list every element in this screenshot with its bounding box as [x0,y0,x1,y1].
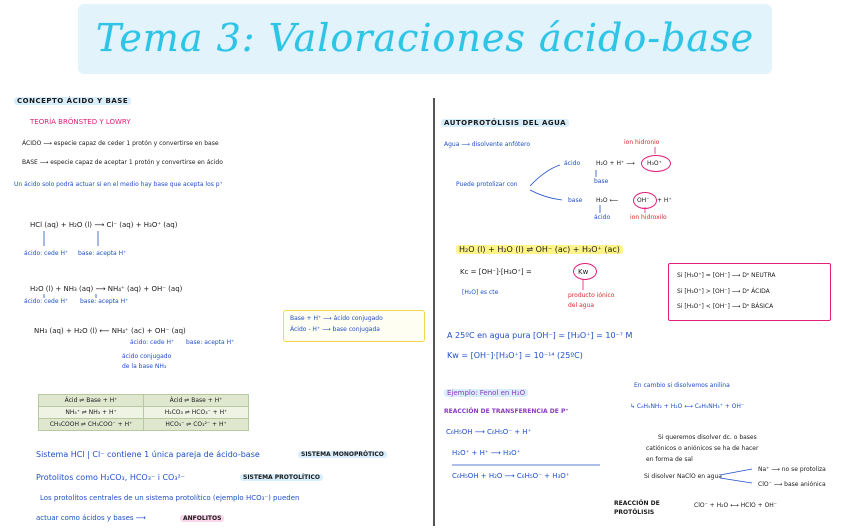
table-cell: Àcid ⇌ Base + H⁺ [144,395,249,407]
amphoteric-text: actuar como ácidos y bases ⟶ [36,514,146,522]
hydronium-product: H₃O⁺ [647,160,662,167]
theory-heading: TEORÍA BRÖNSTED Y LOWRY [30,118,131,126]
example-phenol: Ejemplo: Fenol en H₂O [444,389,528,397]
system-monoprotic-tag: SISTEMA MONOPRÓTICO [298,451,387,458]
condition-neutral: Si [H₃O⁺] = [OH⁻] ⟶ Dⁿ NEUTRA [677,272,776,279]
system-monoprotic-text: Sistema HCl | Cl⁻ contiene 1 única pareja de ácido-base [36,450,260,459]
title-banner [78,4,772,74]
water-can-protolize: Puede protolizar con [456,181,518,188]
branch-arrow-base [530,190,562,200]
protolysis-heading-2: PROTÓLISIS [614,509,655,516]
ion-hidronio-label: ion hidronio [624,139,660,146]
eq2-annotation-base: base: acepta H⁺ [80,298,129,305]
label-acido: ácido [564,160,581,167]
protolytes-central-text: Los protolitos centrales de un sistema protolítico (ejemplo HCO₃⁻) pueden [40,494,300,502]
water-constant: [H₂O] es cte [462,289,499,296]
kw-label: Kw [578,268,589,276]
section-heading-concepto: CONCEPTO ÁCIDO Y BASE [14,97,131,105]
salt-note-1: Si queremos disolver dc. o bases [658,434,757,441]
column-divider [433,98,435,526]
phenol-step1: C₆H₅OH ⟶ C₆H₅O⁻ + H⁺ [446,428,532,436]
eq2-annotation-acid: ácido: cede H⁺ [24,298,69,305]
clo-anionic-base: ClO⁻ ⟶ base aniónica [758,481,826,488]
naclo-dissolve: Si disolver NaClO en agua [644,473,722,480]
branch-arrow-acid [530,165,560,186]
table-cell: HCO₃⁻ ⇌ CO₃²⁻ + H⁺ [144,419,249,431]
table-row [39,419,249,431]
acid-base-pairs-table [38,394,249,431]
ion-hidroxilo-label: ion hidroxilo [630,214,667,221]
equation-nh4: NH₃ (aq) + H₂O (l) ⟵ NH₄⁺ (ac) + OH⁻ (aq) [34,327,186,335]
salt-note-3: en forma de sal [646,456,693,463]
phenol-overall: C₆H₅OH + H₂O ⟶ C₆H₅O⁻ + H₃O⁺ [452,472,570,480]
eq3-conjugate-line2: de la base NH₃ [122,363,167,370]
system-protolytic-tag: SISTEMA PROTOLÍTICO [240,474,323,481]
reaction-hydroxide: H₂O ⟵ [596,197,619,204]
proton-transfer-heading: REACCIÓN DE TRANSFERENCIA DE P⁺ [444,408,569,415]
condition-basic: Si [H₃O⁺] < [OH⁻] ⟶ Dⁿ BÁSICA [677,303,774,310]
table-row [39,395,249,407]
condition-acid: Si [H₃O⁺] > [OH⁻] ⟶ Dⁿ ÁCIDA [677,288,770,295]
box-line-1: Base + H⁺ ⟶ ácido conjugado [290,315,383,322]
table-cell: NH₄⁺ ⇌ NH₃ + H⁺ [39,407,144,419]
table-cell: Ácid ⇌ Base + H⁺ [39,395,144,407]
table-cell: CH₃COOH ⇌ CH₃COO⁻ + H⁺ [39,419,144,431]
protolysis-heading-1: REACCIÓN DE [614,500,660,507]
page-title: Tema 3: Valoraciones ácido-base [95,16,755,60]
pure-water-25c: A 25ºC en agua pura [OH⁻] = [H₃O⁺] = 10⁻⁷ M [447,331,633,340]
eq1-annotation-acid: ácido: cede H⁺ [24,250,69,257]
neutrality-conditions-box [668,263,831,321]
r1-base-label: base [594,178,609,185]
eq1-annotation-base: base: acepta H⁺ [78,250,127,257]
section-heading-autoprotolisis: AUTOPROTÓLISIS DEL AGUA [441,119,569,127]
ionic-product-line1: producto iónico [568,292,615,299]
na-no-protolize: Na⁺ ⟶ no se protoliza [758,466,826,473]
acid-definition: ÁCIDO ⟶ especie capaz de ceder 1 protón y convertirse en base [22,140,219,147]
eq3-annotation-base: base: acepta H⁺ [186,339,235,346]
equation-hcl: HCl (aq) + H₂O (l) ⟶ Cl⁻ (aq) + H₃O⁺ (aq) [30,221,178,229]
box-line-2: Ácido - H⁺ ⟶ base conjugada [290,326,380,333]
ionic-product-line2: del agua [568,302,595,309]
eq3-annotation-acid: ácido: cede H⁺ [130,339,175,346]
table-row [39,407,249,419]
kw-value: Kw = [OH⁻]·[H₃O⁺] = 10⁻¹⁴ (25ºC) [447,351,583,360]
conjugate-summary-box [283,310,425,342]
acid-note: Un ácido solo podrá actuar si en el medio hay base que acepta los p⁺ [14,181,223,188]
hydroxide-product: OH⁻ [637,197,650,204]
r2-acid-label: ácido [594,214,611,221]
table-cell: H₂CO₃ ⇌ HCO₃⁻ + H⁺ [144,407,249,419]
system-protolytic-text: Protolitos como H₂CO₃, HCO₃⁻ i CO₃²⁻ [36,473,185,482]
phenol-step2: H₂O⁺ + H⁺ ⟶ H₃O⁺ [452,449,521,457]
na-branch [720,469,752,475]
eq3-conjugate-line1: ácido conjugado [122,353,172,360]
kc-expression: Kc = [OH⁻]·[H₃O⁺] = [460,268,532,276]
hydroxide-tail: + H⁺ [657,197,672,204]
amphoteric-tag: ANFOLITOS [180,515,224,522]
label-base: base [568,197,583,204]
salt-note-2: catiónicos o aniónicos se ha de hacer [646,445,759,452]
water-amphoteric: Agua ⟶ disolvente anfótero [444,141,531,148]
equation-nh3: H₂O (l) + NH₃ (aq) ⟶ NH₄⁺ (aq) + OH⁻ (aq) [30,285,183,293]
clo-branch [720,478,752,483]
reaction-hydronium: H₂O + H⁺ ⟶ [596,160,635,167]
clo-protolysis-equation: ClO⁻ + H₂O ⟷ HClO + OH⁻ [694,502,777,509]
aniline-intro: En cambio si disolvemos anilina [634,382,730,389]
aniline-equation: ↳ C₆H₅NH₂ + H₂O ⟷ C₆H₅NH₃⁺ + OH⁻ [630,403,745,410]
base-definition: BASE ⟶ especie capaz de aceptar 1 protón y convertirse en ácido [22,159,223,166]
water-main-equation: H₂O (l) + H₂O (l) ⇌ OH⁻ (ac) + H₃O⁺ (ac) [456,245,623,254]
